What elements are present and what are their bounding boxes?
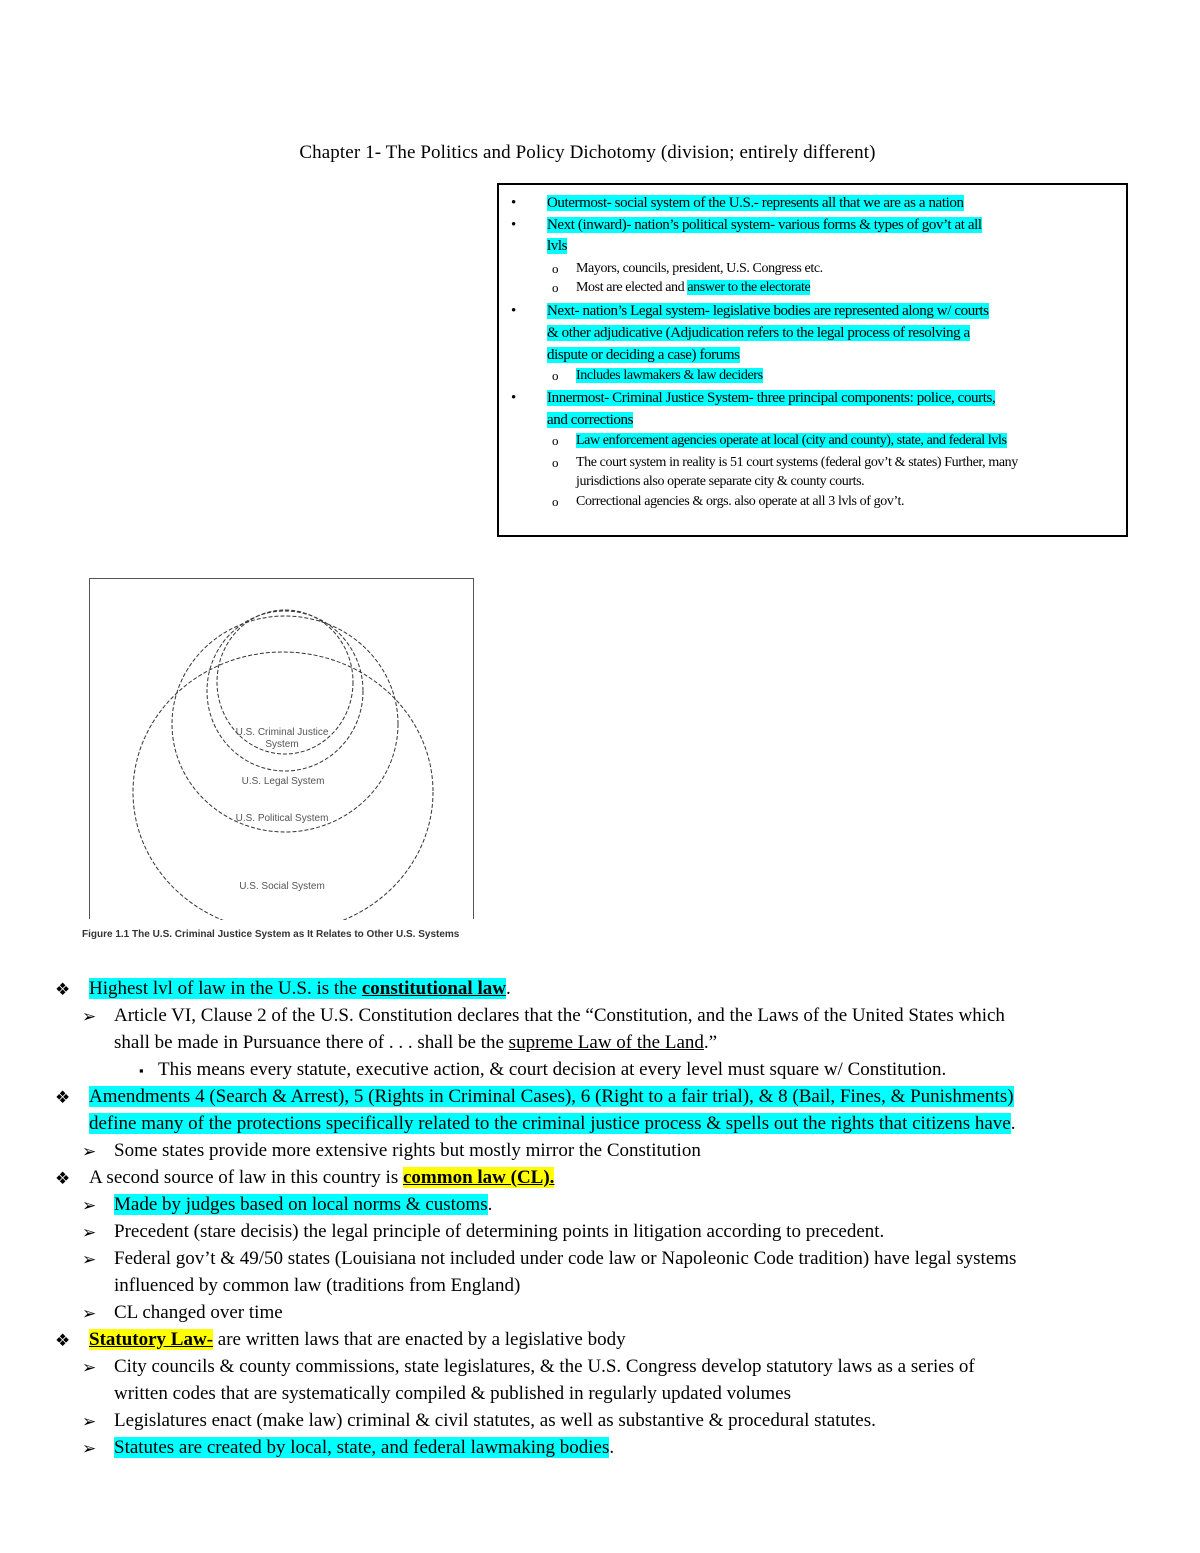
note-square-with-constitution: This means every statute, executive action, & court decision at every level must square w/ Constitution. — [158, 1059, 947, 1080]
outline-item-political — [511, 215, 1106, 236]
outline-subitem — [552, 278, 1106, 298]
outline-subitem — [552, 492, 1106, 512]
arrow-bullet-icon: ➢ — [82, 1358, 97, 1377]
circle-bullet-icon: o — [552, 280, 559, 295]
figure-caption: Figure 1.1 The U.S. Criminal Justice System as It Relates to Other U.S. Systems — [82, 929, 460, 940]
systems-figure — [89, 578, 474, 919]
outline-subitem-cont — [576, 472, 1106, 492]
circle-bullet-icon: o — [552, 368, 559, 383]
circle-bullet-icon: o — [552, 494, 559, 509]
outline-subitem — [552, 453, 1106, 473]
outline-item-legal — [511, 301, 1106, 322]
outline-subitem — [552, 259, 1106, 279]
outline-subitem-text: Law enforcement agencies operate at local (city and county), state, and federal lvls — [576, 433, 1007, 448]
arrow-bullet-icon: ➢ — [82, 1439, 97, 1458]
term-statutory-law: Statutory Law- — [89, 1329, 214, 1350]
outline-item-text: dispute or deciding a case) forums — [547, 347, 740, 363]
concentric-circles-diagram — [90, 579, 475, 920]
note-legislatures-enact: Legislatures enact (make law) criminal & civil statutes, as well as substantive & procedural statutes. — [114, 1410, 876, 1431]
outline-subitem — [552, 431, 1106, 451]
outline-subitem-text: The court system in reality is 51 court systems (federal gov’t & states) Further, many — [576, 455, 1018, 470]
political-system-circle — [172, 616, 398, 832]
arrow-bullet-icon: ➢ — [82, 1007, 97, 1026]
outline-item-legal-cont — [547, 345, 1106, 366]
diamond-bullet-icon: ❖ — [55, 1169, 71, 1188]
note-text: shall be made in Pursuance there of . . . shall be the — [114, 1032, 509, 1053]
outline-item-outermost — [511, 193, 1106, 214]
outline-item-criminal-cont — [547, 410, 1106, 431]
note-statutes-created — [114, 1434, 614, 1461]
note-text: A second source of law in this country is — [89, 1167, 403, 1188]
note-text-end: . — [505, 978, 511, 999]
outline-subitem-text: Most are elected and — [576, 280, 688, 295]
outline-item-text: lvls — [547, 238, 568, 254]
note-text: Highest lvl of law in the U.S. is the — [89, 978, 362, 999]
outline-item-text: and corrections — [547, 412, 634, 428]
note-article-vi: Article VI, Clause 2 of the U.S. Constitution declares that the “Constitution, and the Laws of the United States which — [114, 1005, 1005, 1026]
note-text-end: . — [487, 1194, 493, 1215]
note-federal-states-cont: influenced by common law (traditions from England) — [114, 1275, 521, 1296]
note-amendments-cont — [89, 1110, 1016, 1137]
note-text-end: . — [1010, 1113, 1016, 1134]
bullet-icon: • — [511, 195, 516, 211]
outline-subitem-highlight: answer to the electorate — [687, 280, 811, 295]
note-amendments — [89, 1083, 1014, 1110]
bullet-icon: • — [511, 390, 516, 406]
note-made-by-judges — [114, 1191, 492, 1218]
page-title: Chapter 1- The Politics and Policy Dichotomy (division; entirely different) — [299, 142, 876, 163]
arrow-bullet-icon: ➢ — [82, 1250, 97, 1269]
note-statutory-law — [89, 1326, 626, 1353]
term-constitutional-law: constitutional law — [361, 978, 506, 999]
arrow-bullet-icon: ➢ — [82, 1142, 97, 1161]
note-federal-states: Federal gov’t & 49/50 states (Louisiana not included under code law or Napoleonic Code tradition) have legal systems — [114, 1248, 1017, 1269]
note-text: Statutes are created by local, state, and federal lawmaking bodies — [114, 1437, 610, 1458]
diamond-bullet-icon: ❖ — [55, 980, 71, 999]
outline-item-political-cont — [547, 236, 1106, 257]
outline-subitem-text: Correctional agencies & orgs. also operate at all 3 lvls of gov’t. — [576, 494, 905, 509]
note-states-rights: Some states provide more extensive rights but mostly mirror the Constitution — [114, 1140, 701, 1161]
note-cl-changed: CL changed over time — [114, 1302, 283, 1323]
systems-outline-box — [497, 183, 1128, 537]
note-common-law — [89, 1164, 554, 1191]
note-constitutional-law — [89, 975, 511, 1002]
note-city-councils: City councils & county commissions, state legislatures, & the U.S. Congress develop statutory laws as a series of — [114, 1356, 975, 1377]
arrow-bullet-icon: ➢ — [82, 1223, 97, 1242]
bullet-icon: • — [511, 303, 516, 319]
social-system-label: U.S. Social System — [239, 881, 325, 892]
note-article-vi-cont — [114, 1029, 717, 1056]
outline-item-text: & other adjudicative (Adjudication refers to the legal process of resolving a — [547, 325, 970, 341]
term-common-law: common law (CL). — [402, 1167, 555, 1188]
legal-system-label: U.S. Legal System — [241, 776, 325, 787]
note-text: are written laws that are enacted by a legislative body — [213, 1329, 626, 1350]
note-text-end: . — [609, 1437, 615, 1458]
arrow-bullet-icon: ➢ — [82, 1304, 97, 1323]
square-bullet-icon: ▪ — [139, 1063, 144, 1078]
outline-item-text: Next (inward)- nation’s political system- various forms & types of gov’t at all — [547, 217, 982, 233]
note-text: define many of the protections specifically related to the criminal justice process & spells out the rights that citizens have — [89, 1113, 1011, 1134]
outline-subitem — [552, 366, 1106, 386]
circle-bullet-icon: o — [552, 261, 559, 276]
criminal-justice-label: U.S. Criminal Justice — [235, 727, 329, 738]
note-city-councils-cont: written codes that are systematically compiled & published in regularly updated volumes — [114, 1383, 791, 1404]
arrow-bullet-icon: ➢ — [82, 1412, 97, 1431]
outline-item-criminal — [511, 388, 1106, 409]
circle-bullet-icon: o — [552, 433, 559, 448]
outline-item-text: Innermost- Criminal Justice System- three principal components: police, courts, — [547, 390, 996, 406]
outline-subitem-text: Mayors, councils, president, U.S. Congress etc. — [576, 261, 823, 276]
outline-item-text: Outermost- social system of the U.S.- represents all that we are as a nation — [547, 195, 964, 211]
outline-subitem-text: jurisdictions also operate separate city & county courts. — [576, 474, 865, 489]
diamond-bullet-icon: ❖ — [55, 1331, 71, 1350]
note-text: Made by judges based on local norms & customs — [114, 1194, 488, 1215]
note-precedent: Precedent (stare decisis) the legal principle of determining points in litigation according to precedent. — [114, 1221, 885, 1242]
diamond-bullet-icon: ❖ — [55, 1088, 71, 1107]
criminal-justice-label-2: System — [265, 739, 299, 750]
arrow-bullet-icon: ➢ — [82, 1196, 97, 1215]
outline-item-legal-cont — [547, 323, 1106, 344]
supreme-law-phrase: supreme Law of the Land — [508, 1032, 704, 1053]
political-system-label: U.S. Political System — [235, 813, 329, 824]
outline-item-text: Next- nation’s Legal system- legislative bodies are represented along w/ courts — [547, 303, 989, 319]
bullet-icon: • — [511, 217, 516, 233]
note-text: Amendments 4 (Search & Arrest), 5 (Rights in Criminal Cases), 6 (Right to a fair trial), & 8 (Bail, Fines, & Punishments) — [89, 1086, 1014, 1107]
outline-subitem-text: Includes lawmakers & law deciders — [576, 368, 763, 383]
note-text: .” — [703, 1032, 718, 1053]
circle-bullet-icon: o — [552, 455, 559, 470]
